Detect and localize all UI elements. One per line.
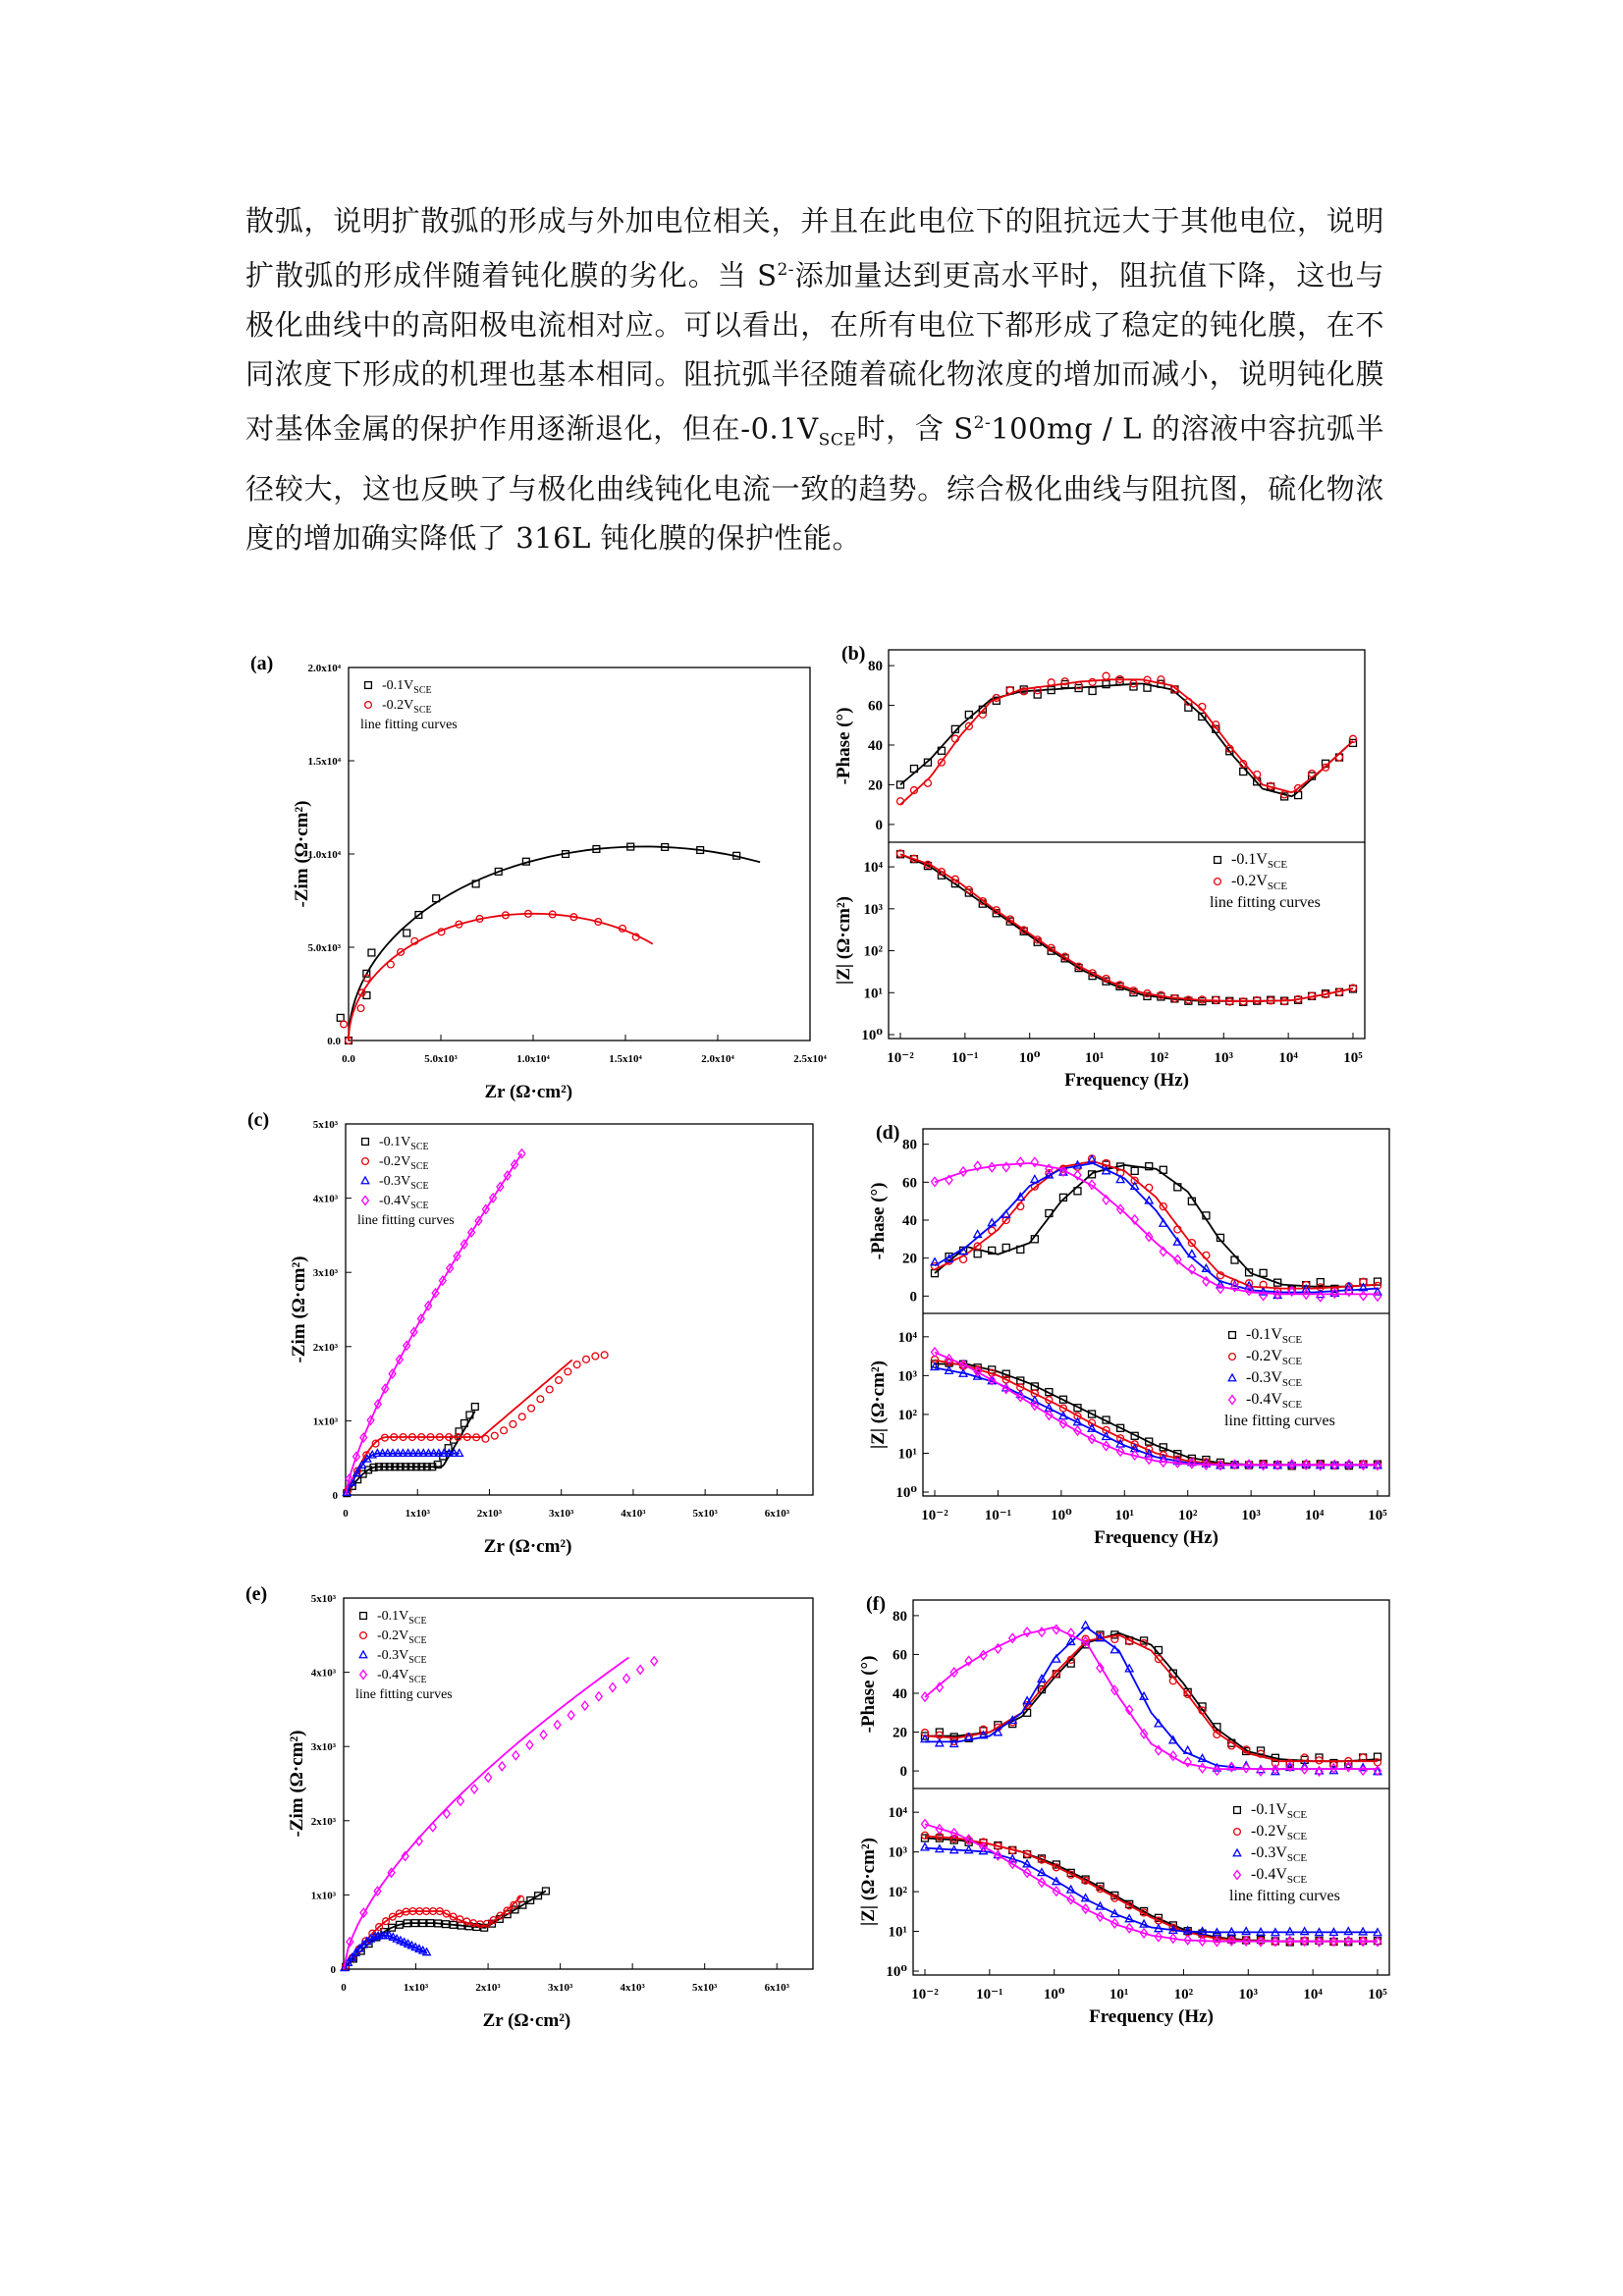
y-tick-label: 1x10³ <box>310 1890 336 1902</box>
phase-tick-label: 80 <box>868 659 883 675</box>
x-axis-label: Frequency (Hz) <box>1094 1527 1218 1548</box>
data-point-triangle <box>361 1177 368 1184</box>
x-tick-label: 10⁵ <box>1368 1508 1387 1523</box>
x-tick-label: 10³ <box>1214 1050 1234 1066</box>
data-point-triangle <box>1359 1928 1367 1935</box>
x-tick-label: 1.5x10⁴ <box>609 1053 642 1065</box>
phase-tick-label: 20 <box>893 1725 907 1741</box>
data-point-square <box>337 1014 344 1021</box>
bode-chart-f <box>858 1593 1389 2027</box>
data-point-circle <box>601 1352 608 1359</box>
phase-fit-curve <box>935 1163 1378 1294</box>
data-point-circle <box>482 1435 489 1442</box>
y-tick-label: 4x10³ <box>312 1193 338 1205</box>
data-point-triangle <box>965 1846 973 1853</box>
modz-tick-label: 10² <box>863 943 883 960</box>
data-point-square <box>471 1404 478 1411</box>
legend-sub: SCE <box>408 1635 427 1646</box>
x-tick-label: 10⁰ <box>1018 1050 1041 1066</box>
modz-tick-label: 10⁴ <box>863 860 883 877</box>
data-point-diamond <box>610 1683 617 1692</box>
series-1 <box>344 1404 478 1497</box>
legend <box>357 1135 455 1228</box>
data-point-triangle <box>931 1258 939 1265</box>
legend-entry: $-0.2V_{SCE}$ <box>377 1629 427 1646</box>
data-point-triangle <box>1301 1928 1309 1935</box>
legend-entry: $-0.4V_{SCE}$ <box>379 1194 429 1211</box>
data-point-circle <box>1146 1184 1153 1191</box>
data-point-square <box>1234 1807 1241 1814</box>
plot-frame <box>344 1598 813 1969</box>
fit-curve <box>349 846 760 1041</box>
data-point-diamond <box>526 1740 533 1749</box>
modz-tick-label: 10³ <box>897 1368 917 1385</box>
panel-label: (b) <box>841 643 866 665</box>
x-axis-label: Frequency (Hz) <box>1089 2006 1214 2027</box>
data-point-triangle <box>1233 1849 1240 1856</box>
x-tick-label: 10³ <box>1238 1987 1259 2002</box>
x-tick-label: 10⁰ <box>1043 1987 1065 2002</box>
x-tick-label: 6x10³ <box>764 1508 790 1520</box>
x-tick-label: 5.0x10³ <box>424 1053 458 1065</box>
legend-sub: SCE <box>413 705 432 716</box>
data-point-diamond <box>595 1692 602 1701</box>
modz-tick-label: 10⁴ <box>888 1805 907 1822</box>
x-tick-label: 2x10³ <box>475 1982 501 1994</box>
x-tick-label: 2x10³ <box>476 1508 503 1520</box>
y-tick-label: 5x10³ <box>310 1593 336 1605</box>
data-point-triangle <box>1155 1720 1163 1727</box>
legend-entry: $-0.2V_{SCE}$ <box>1251 1823 1308 1842</box>
data-point-diamond <box>623 1674 630 1682</box>
y-tick-label: 1.0x10⁴ <box>307 849 341 861</box>
legend-entry: $-0.4V_{SCE}$ <box>377 1668 427 1685</box>
data-point-circle <box>1103 672 1109 679</box>
phase-axis-label: -Phase (°) <box>834 707 854 785</box>
legend-sub: SCE <box>408 1655 427 1666</box>
legend-sub: SCE <box>410 1161 429 1172</box>
series-2 <box>345 1352 608 1495</box>
x-tick-label: 10⁻¹ <box>984 1508 1012 1523</box>
legend-entry: $-0.3V_{SCE}$ <box>377 1648 427 1666</box>
x-tick-label: 10⁴ <box>1304 1508 1325 1523</box>
data-point-diamond <box>471 1785 478 1793</box>
legend-sub: SCE <box>1281 1377 1303 1389</box>
data-point-circle <box>583 1356 590 1362</box>
data-point-square <box>404 930 410 936</box>
data-point-diamond <box>1360 1291 1367 1300</box>
x-tick-label: 5x10³ <box>692 1508 718 1520</box>
x-axis-label: Zr (Ω·cm²) <box>484 1082 573 1102</box>
x-tick-label: 10² <box>1177 1508 1198 1523</box>
phase-fit-curve <box>900 679 1353 804</box>
x-tick-label: 10¹ <box>1114 1508 1135 1523</box>
legend-sub: SCE <box>1267 859 1288 871</box>
legend-fit-label: line fitting curves <box>1229 1888 1340 1904</box>
modz-tick-label: 10¹ <box>897 1446 917 1463</box>
data-point-circle <box>518 1414 525 1420</box>
legend-sub: SCE <box>410 1142 429 1152</box>
data-point-diamond <box>1229 1396 1236 1405</box>
data-point-square <box>368 949 375 956</box>
data-point-circle <box>491 1432 498 1439</box>
data-point-triangle <box>1116 1176 1124 1183</box>
y-tick-label: 5.0x10³ <box>307 942 341 954</box>
legend-sub: SCE <box>1286 1831 1308 1842</box>
phase-tick-label: 20 <box>902 1251 917 1267</box>
legend-fit-label: line fitting curves <box>360 718 458 732</box>
legend-sub: SCE <box>1281 1399 1303 1411</box>
phase-axis-label: -Phase (°) <box>858 1655 879 1734</box>
phase-tick-label: 60 <box>902 1175 917 1192</box>
data-point-circle <box>546 1386 553 1393</box>
data-point-square <box>1260 1269 1267 1276</box>
data-point-square <box>1131 1167 1138 1174</box>
phase-tick-label: 80 <box>893 1608 907 1625</box>
nyquist-chart-e <box>245 1583 813 2031</box>
data-point-circle <box>1309 771 1316 777</box>
data-point-diamond <box>499 1762 506 1771</box>
x-tick-label: 10² <box>1173 1987 1194 2002</box>
data-point-triangle <box>1344 1928 1352 1935</box>
x-tick-label: 1x10³ <box>403 1982 429 1994</box>
data-point-circle <box>341 1021 348 1028</box>
y-tick-label: 5x10³ <box>312 1119 338 1131</box>
modz-tick-label: 10⁰ <box>886 1964 907 1980</box>
y-axis-label: -Zim (Ω·cm²) <box>289 1255 309 1363</box>
legend-entry: $-0.1V_{SCE}$ <box>377 1609 427 1627</box>
phase-fit-curve <box>925 1628 1378 1769</box>
data-point-diamond <box>1199 1764 1206 1773</box>
series-2 <box>341 910 653 1043</box>
modz-fit-curve <box>935 1353 1378 1466</box>
data-point-circle <box>387 961 394 968</box>
legend-entry: $-0.4V_{SCE}$ <box>1251 1866 1308 1886</box>
x-tick-label: 0 <box>341 1982 347 1994</box>
modz-tick-label: 10¹ <box>888 1924 907 1941</box>
y-axis-label: -Zim (Ω·cm²) <box>292 800 312 908</box>
x-tick-label: 10⁴ <box>1278 1050 1298 1066</box>
legend-sub: SCE <box>1286 1809 1308 1821</box>
data-point-square <box>1215 857 1221 864</box>
x-tick-label: 1.0x10⁴ <box>516 1053 550 1065</box>
y-tick-label: 3x10³ <box>310 1741 336 1754</box>
legend-sub: SCE <box>1267 881 1288 892</box>
legend-entry: $-0.3V_{SCE}$ <box>379 1174 429 1192</box>
x-tick-label: 10⁻² <box>911 1987 939 2002</box>
panel-label: (d) <box>876 1122 900 1144</box>
data-point-circle <box>573 1362 580 1368</box>
data-point-square <box>1089 687 1096 694</box>
modz-tick-label: 10³ <box>888 1844 907 1861</box>
plot-frame <box>889 650 1365 1039</box>
data-point-triangle <box>1184 1746 1192 1753</box>
para-sup-1: 2- <box>777 260 795 280</box>
x-tick-label: 10⁻¹ <box>951 1050 979 1066</box>
legend <box>1210 851 1321 911</box>
data-point-diamond <box>485 1773 492 1782</box>
phase-fit-curve <box>935 1161 1378 1289</box>
data-point-square <box>974 1251 981 1257</box>
data-point-circle <box>1158 676 1164 683</box>
phase-fit-curve <box>925 1633 1378 1762</box>
panel-label: (e) <box>245 1583 268 1605</box>
legend <box>360 678 458 732</box>
para-text-2: 添加量达到更高水平时，阻抗值下降，这也与极化曲线中的高阳极电流相对应。可以看出，在所有电位下都形成了稳定的钝化膜，在不同浓度下形成的机理也基本相同。阻抗弧半径随着硫化物浓度的增加而减小，说明钝化膜对基体金属的保护作用逐渐退化，但在-0.1V <box>245 258 1384 446</box>
data-point-triangle <box>1286 1928 1294 1935</box>
para-sub-1: SCE <box>818 430 857 451</box>
data-point-diamond <box>651 1657 658 1666</box>
legend-entry: $-0.1V_{SCE}$ <box>1246 1326 1303 1346</box>
panel-label: (a) <box>250 653 274 674</box>
x-tick-label: 10¹ <box>1084 1050 1105 1066</box>
data-point-triangle <box>1031 1175 1039 1182</box>
bode-chart-b <box>834 643 1365 1091</box>
data-point-diamond <box>554 1721 561 1730</box>
fit-curve <box>344 1658 629 1970</box>
phase-fit-curve <box>900 684 1353 797</box>
data-point-diamond <box>637 1666 644 1675</box>
data-point-circle <box>365 702 372 709</box>
x-tick-label: 10⁰ <box>1051 1508 1072 1523</box>
y-tick-label: 4x10³ <box>310 1667 336 1680</box>
legend-entry: $-0.1V_{SCE}$ <box>382 678 432 696</box>
x-tick-label: 0 <box>343 1508 349 1520</box>
modz-tick-label: 10² <box>897 1407 917 1423</box>
x-tick-label: 6x10³ <box>764 1982 789 1994</box>
phase-tick-label: 40 <box>868 738 883 754</box>
legend-sub: SCE <box>1281 1334 1303 1346</box>
data-point-circle <box>357 1005 364 1012</box>
x-axis-label: Frequency (Hz) <box>1064 1070 1189 1091</box>
x-tick-label: 4x10³ <box>620 1982 645 1994</box>
data-point-circle <box>1215 879 1221 885</box>
data-point-circle <box>960 1255 967 1262</box>
legend-entry: $-0.1V_{SCE}$ <box>1251 1801 1308 1821</box>
plot-frame <box>346 1124 813 1495</box>
y-tick-label: 1x10³ <box>312 1415 338 1428</box>
modz-tick-label: 10³ <box>863 901 883 918</box>
data-point-triangle <box>1242 1928 1250 1935</box>
data-point-diamond <box>568 1711 574 1720</box>
x-tick-label: 5x10³ <box>692 1982 718 1994</box>
series-1 <box>337 843 760 1043</box>
phase-fit-curve <box>935 1163 1378 1293</box>
legend-entry: $-0.2V_{SCE}$ <box>1231 873 1288 892</box>
phase-tick-label: 60 <box>868 698 883 715</box>
legend <box>355 1609 453 1702</box>
data-point-triangle <box>1228 1374 1235 1381</box>
y-tick-label: 2x10³ <box>312 1341 338 1354</box>
data-point-circle <box>924 779 931 786</box>
x-tick-label: 10⁴ <box>1303 1987 1323 2002</box>
data-point-circle <box>362 1158 369 1165</box>
legend-sub: SCE <box>1281 1356 1303 1367</box>
data-point-square <box>1229 1332 1236 1339</box>
data-point-triangle <box>936 1739 944 1746</box>
data-point-circle <box>1336 754 1343 761</box>
modz-tick-label: 10⁴ <box>897 1329 917 1346</box>
legend-entry: $-0.2V_{SCE}$ <box>379 1154 429 1172</box>
legend-fit-label: line fitting curves <box>1224 1413 1335 1429</box>
data-point-circle <box>528 1405 535 1412</box>
series-3 <box>341 1932 430 1971</box>
y-tick-label: 0 <box>330 1964 336 1976</box>
data-point-circle <box>537 1396 544 1403</box>
data-point-diamond <box>540 1731 547 1739</box>
modz-tick-label: 10⁰ <box>895 1485 917 1501</box>
x-tick-label: 10⁻¹ <box>976 1987 1003 2002</box>
series-2 <box>897 672 1357 1005</box>
modz-fit-curve <box>900 854 1353 1001</box>
modz-tick-label: 10¹ <box>863 986 883 1002</box>
legend <box>1224 1326 1335 1429</box>
data-point-square <box>365 682 372 689</box>
x-tick-label: 10⁻² <box>887 1050 914 1066</box>
x-tick-label: 0.0 <box>342 1053 355 1065</box>
data-point-diamond <box>360 1671 367 1680</box>
data-point-circle <box>501 1427 508 1434</box>
data-point-circle <box>592 1353 599 1360</box>
modz-tick-label: 10⁰ <box>861 1028 883 1043</box>
phase-tick-label: 40 <box>902 1213 917 1229</box>
para-text-4: 100mg / L 的溶液中容抗弧半径较大，这也反映了与极化曲线钝化电流一致的趋势。综合极化曲线与阻抗图，硫化物浓度的增加确实降低了 316L 钝化膜的保护性能。 <box>245 411 1384 556</box>
phase-tick-label: 0 <box>875 817 883 833</box>
data-point-diamond <box>362 1197 369 1205</box>
phase-tick-label: 80 <box>902 1137 917 1153</box>
plot-frame <box>913 1600 1389 1975</box>
y-tick-label: 0 <box>332 1490 338 1502</box>
legend-entry: $-0.1V_{SCE}$ <box>1231 851 1288 871</box>
data-point-circle <box>1234 1829 1241 1836</box>
phase-tick-label: 20 <box>868 777 883 794</box>
nyquist-chart-c <box>247 1109 813 1557</box>
x-tick-label: 10¹ <box>1109 1987 1129 2002</box>
para-sup-2: 2- <box>973 412 992 433</box>
legend-sub: SCE <box>1286 1852 1308 1864</box>
x-tick-label: 10² <box>1149 1050 1169 1066</box>
phase-axis-label: -Phase (°) <box>868 1182 889 1260</box>
data-point-square <box>360 1613 367 1620</box>
data-point-triangle <box>359 1651 366 1658</box>
data-point-circle <box>1111 1635 1118 1642</box>
data-point-triangle <box>1188 1251 1196 1257</box>
legend-entry: $-0.3V_{SCE}$ <box>1251 1844 1308 1864</box>
data-point-diamond <box>1017 1157 1024 1166</box>
phase-tick-label: 60 <box>893 1647 907 1664</box>
modz-axis-label: |Z| (Ω·cm²) <box>834 896 854 985</box>
legend-entry: $-0.1V_{SCE}$ <box>379 1135 429 1152</box>
modz-axis-label: |Z| (Ω·cm²) <box>868 1361 889 1449</box>
y-tick-label: 2.0x10⁴ <box>307 663 341 674</box>
plot-frame <box>923 1129 1389 1496</box>
x-axis-label: Zr (Ω·cm²) <box>483 1536 572 1557</box>
legend-entry: $-0.2V_{SCE}$ <box>382 698 432 716</box>
data-point-circle <box>556 1377 563 1384</box>
modz-fit-curve <box>925 1824 1378 1941</box>
x-tick-label: 10³ <box>1241 1508 1261 1523</box>
legend-sub: SCE <box>410 1201 429 1211</box>
x-axis-label: Zr (Ω·cm²) <box>482 2010 571 2031</box>
x-tick-label: 2.5x10⁴ <box>793 1053 827 1065</box>
legend-fit-label: line fitting curves <box>355 1687 453 1702</box>
data-point-diamond <box>1234 1871 1241 1880</box>
modz-tick-label: 10² <box>888 1885 907 1901</box>
panel-label: (f) <box>866 1593 886 1615</box>
legend-fit-label: line fitting curves <box>1210 894 1321 911</box>
data-point-circle <box>1229 1354 1236 1361</box>
legend-entry: $-0.4V_{SCE}$ <box>1246 1391 1303 1411</box>
x-tick-label: 10⁵ <box>1343 1050 1363 1066</box>
fit-curve <box>346 1360 572 1495</box>
data-point-triangle <box>921 1843 929 1850</box>
data-point-circle <box>510 1420 516 1427</box>
data-point-diamond <box>581 1701 588 1710</box>
legend-entry: $-0.3V_{SCE}$ <box>1246 1369 1303 1389</box>
x-tick-label: 10⁵ <box>1368 1987 1387 2002</box>
data-point-square <box>362 1139 369 1146</box>
legend-fit-label: line fitting curves <box>357 1213 455 1228</box>
y-axis-label: -Zim (Ω·cm²) <box>287 1730 307 1838</box>
data-point-circle <box>565 1368 571 1375</box>
x-tick-label: 3x10³ <box>549 1508 574 1520</box>
nyquist-chart-a <box>250 653 827 1102</box>
x-tick-label: 2.0x10⁴ <box>701 1053 734 1065</box>
bode-chart-d <box>868 1122 1389 1548</box>
data-point-circle <box>1089 678 1096 685</box>
x-tick-label: 10⁻² <box>921 1508 948 1523</box>
x-tick-label: 3x10³ <box>547 1982 573 1994</box>
legend-sub: SCE <box>1286 1874 1308 1886</box>
legend-sub: SCE <box>410 1181 429 1192</box>
para-text-3: 时，含 S <box>856 411 974 446</box>
series-2 <box>342 1896 523 1970</box>
panel-label: (c) <box>247 1109 270 1131</box>
modz-axis-label: |Z| (Ω·cm²) <box>858 1838 879 1926</box>
data-point-circle <box>1006 687 1013 694</box>
legend-sub: SCE <box>413 685 432 696</box>
modz-fit-curve <box>900 854 1353 1001</box>
legend-sub: SCE <box>408 1675 427 1685</box>
y-tick-label: 1.5x10⁴ <box>307 756 341 768</box>
y-tick-label: 3x10³ <box>312 1267 338 1280</box>
fit-curve <box>344 1936 427 1969</box>
phase-tick-label: 40 <box>893 1686 907 1702</box>
fit-curve <box>349 914 653 1041</box>
data-point-diamond <box>513 1751 519 1760</box>
legend-sub: SCE <box>408 1616 427 1627</box>
phase-tick-label: 0 <box>899 1764 907 1781</box>
legend <box>1229 1801 1340 1904</box>
y-tick-label: 0.0 <box>327 1036 341 1047</box>
data-point-circle <box>360 1632 367 1639</box>
legend-entry: $-0.2V_{SCE}$ <box>1246 1348 1303 1367</box>
y-tick-label: 2x10³ <box>310 1815 336 1828</box>
x-tick-label: 1x10³ <box>405 1508 430 1520</box>
para-text-1: 散弧，说明扩散弧的形成与外加电位相关，并且在此电位下的阻抗远大于其他电位，说明扩散弧的形成伴随着钝化膜的劣化。当 S <box>245 204 1384 293</box>
x-tick-label: 4x10³ <box>621 1508 646 1520</box>
phase-tick-label: 0 <box>909 1289 917 1306</box>
